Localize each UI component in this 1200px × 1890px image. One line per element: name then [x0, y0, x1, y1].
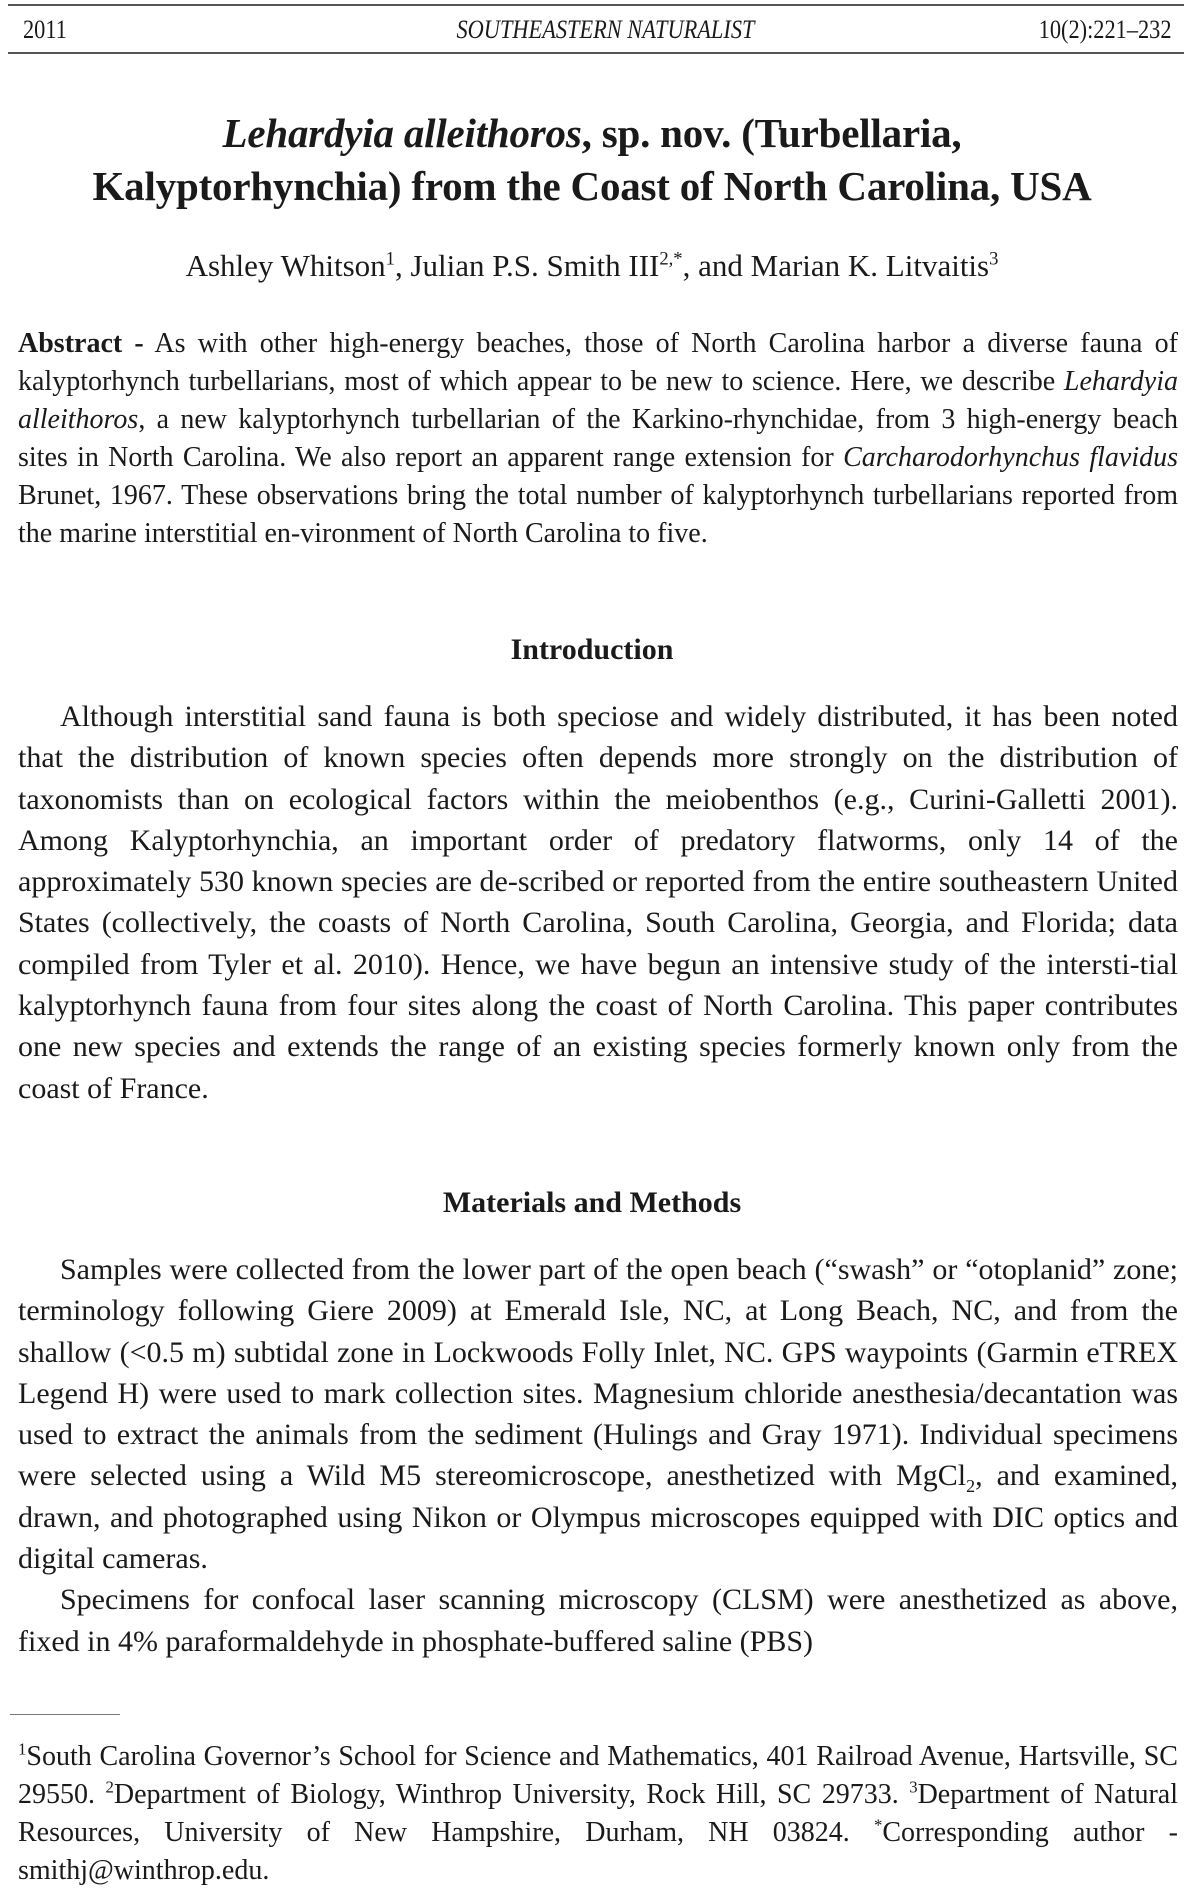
- running-head-year: 2011: [23, 15, 67, 44]
- footnote-mark: 3: [909, 1777, 918, 1797]
- abstract-label: Abstract -: [18, 328, 144, 359]
- running-head: [8, 12, 1184, 48]
- title-species-name: Lehardyia alleithoros: [222, 110, 582, 156]
- abstract-text: , a new kalyptorhynch turbellarian of the Karkino-rhynchidae, from 3 high-energy beach sites in North Carolina. We also report an apparent range extension for: [18, 404, 1178, 473]
- introduction-body: [18, 696, 1178, 1109]
- running-head-journal: SOUTHEASTERN NATURALIST: [456, 15, 755, 44]
- abstract-species-name: Carcharodorhynchus flavidus: [843, 442, 1178, 473]
- abstract-text: As with other high-energy beaches, those of North Carolina harbor a diverse fauna of kalyptorhynch turbellarians, most of which appear to be new to science. Here, we describe: [18, 328, 1178, 397]
- title-line-2: Kalyptorhynchia) from the Coast of North Carolina, USA: [92, 163, 1092, 209]
- author-affiliation-mark: 2,*: [659, 248, 683, 270]
- title-line-1: [0, 107, 1184, 160]
- footnote-separator: [10, 1714, 120, 1715]
- header-rule-top: [8, 4, 1184, 6]
- methods-paragraph: [18, 1249, 1178, 1579]
- footnotes: [18, 1738, 1178, 1890]
- author-name: Julian P.S. Smith III: [410, 248, 660, 283]
- abstract-text: Brunet, 1967. These observations bring the total number of kalyptorhynch turbellarians reported from the marine interstitial en-vironment of North Carolina to five.: [18, 480, 1178, 549]
- footnote-text: Department of Natural Resources, University of New Hampshire, Durham, NH 03824.: [18, 1779, 1179, 1848]
- author-affiliation-mark: 3: [989, 248, 999, 270]
- abstract: [18, 325, 1178, 553]
- methods-text: , and examined, drawn, and photographed using Nikon or Olympus microscopes equipped with DIC optics and digital cameras.: [18, 1459, 1178, 1576]
- methods-paragraph: Specimens for confocal laser scanning microscopy (CLSM) were anesthetized as above, fixed in 4% paraformaldehyde in phosphate-buffered saline (PBS): [18, 1583, 1178, 1658]
- footnote-mark: 2: [105, 1777, 114, 1797]
- abstract-species-name: Lehardyia alleithoros: [18, 366, 1178, 435]
- footnote-text: South Carolina Governor’s School for Science and Mathematics, 401 Railroad Avenue, Hartsville, SC 29550.: [18, 1741, 1178, 1810]
- methods-body: [18, 1249, 1178, 1662]
- author-separator: ,: [394, 248, 411, 283]
- footnote-mark: 1: [18, 1739, 27, 1759]
- author-name: Marian K. Litvaitis: [750, 248, 990, 283]
- author-list: [0, 246, 1184, 286]
- footnote-mark: *: [873, 1815, 883, 1835]
- title-line-1-rest: , sp. nov. (Turbellaria,: [581, 110, 962, 156]
- header-rule-bottom: [8, 52, 1184, 54]
- introduction-paragraph: Although interstitial sand fauna is both speciose and widely distributed, it has been noted that the distribution of known species often depends more strongly on the distribution of taxonomists than on ecological factors within the meiobenthos (e.g., Curini-Galletti 2001). Among Kalyptorhynchia, an important order of predatory flatworms, only 14 of the approximately 530 known species are de-scribed or reported from the entire southeastern United States (collectively, the coasts of North Carolina, South Carolina, Georgia, and Florida; data compiled from Tyler et al. 2010). Hence, we have begun an intensive study of the intersti-tial kalyptorhynch fauna from four sites along the coast of North Carolina. This paper contributes one new species and extends the range of an existing species formerly known only from the coast of France.: [18, 700, 1178, 1105]
- author-affiliation-mark: 1: [385, 248, 395, 270]
- footnote-text: Corresponding author - smithj@winthrop.edu.: [18, 1817, 1178, 1886]
- affiliation-footnotes: [18, 1738, 1178, 1890]
- methods-heading: Materials and Methods: [442, 1186, 742, 1219]
- author-separator: , and: [682, 248, 751, 283]
- introduction-heading: Introduction: [510, 633, 674, 666]
- author-name: Ashley Whitson: [185, 248, 386, 283]
- article-title: [0, 107, 1184, 213]
- footnote-text: Department of Biology, Winthrop University, Rock Hill, SC 29733.: [113, 1779, 910, 1810]
- subscript: 2: [966, 1476, 976, 1497]
- methods-text: Samples were collected from the lower part of the open beach (“swash” or “otoplanid” zone; terminology following Giere 2009) at Emerald Isle, NC, at Long Beach, NC, and from the shallow (<0.5 m) subtidal zone in Lockwoods Folly Inlet, NC. GPS waypoints (Garmin eTREX Legend H) were used to mark collection sites. Magnesium chloride anesthesia/decantation was used to extract the animals from the sediment (Hulings and Gray 1971). Individual specimens were selected using a Wild M5 stereomicroscope, anesthetized with MgCl: [18, 1253, 1178, 1493]
- running-head-volume: 10(2):221–232: [1039, 15, 1172, 44]
